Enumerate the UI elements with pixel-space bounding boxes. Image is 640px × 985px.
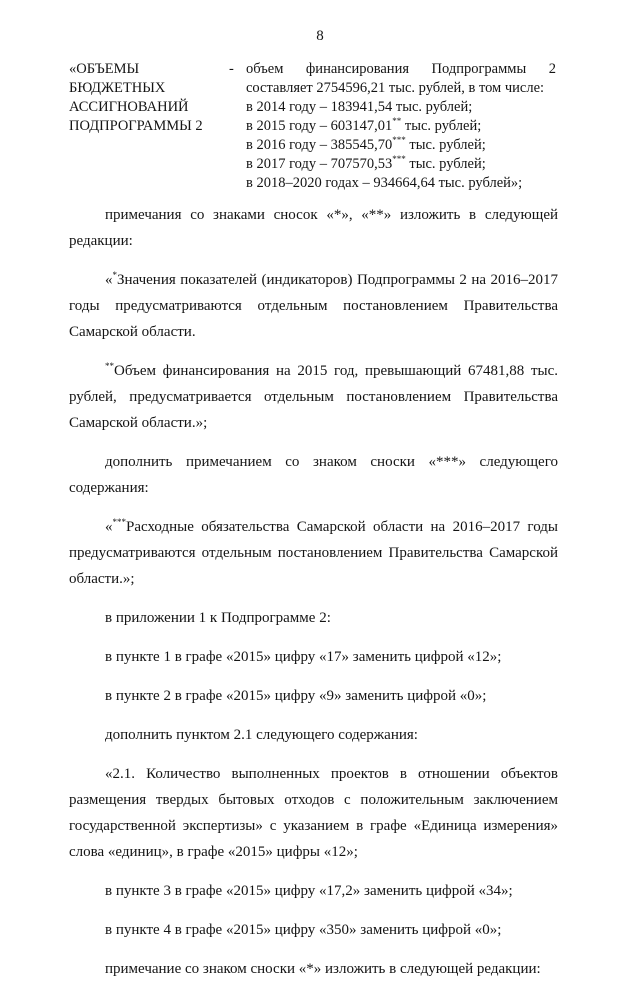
- paragraph-footnote: **Объем финансирования на 2015 год, превышающий 67481,88 тыс. рублей, предусматривается отдельным постановлением Правительства Самарской области.»;: [69, 361, 558, 431]
- paragraph-footnote: «*Значения показателей (индикаторов) Подпрограммы 2 на 2016–2017 годы предусматриваются отдельным постановлением Правительства Самарской области.: [69, 270, 558, 340]
- allocation-label: [69, 60, 239, 136]
- paragraph: в пункте 1 в графе «2015» цифру «17» заменить цифрой «12»;: [105, 649, 502, 665]
- paragraph: дополнить пунктом 2.1 следующего содержания:: [105, 727, 418, 743]
- paragraph: в пункте 3 в графе «2015» цифру «17,2» заменить цифрой «34»;: [105, 883, 513, 899]
- allocation-line: объем финансирования Подпрограммы 2: [246, 61, 556, 77]
- paragraph: примечание со знаком сноски «*» изложить в следующей редакции:: [105, 961, 541, 977]
- allocation-dash: -: [229, 61, 234, 77]
- paragraph: дополнить примечанием со знаком сноски «***» следующего содержания:: [69, 454, 558, 496]
- allocation-line: составляет 2754596,21 тыс. рублей, в том числе:: [246, 80, 545, 96]
- allocation-label-line: БЮДЖЕТНЫХ: [69, 80, 166, 96]
- paragraph-footnote: «***Расходные обязательства Самарской области на 2016–2017 годы предусматриваются отдельным постановлением Правительства Самарской области.»;: [69, 517, 558, 587]
- document-body: [69, 202, 558, 985]
- allocation-label-line: АССИГНОВАНИЙ: [69, 99, 189, 115]
- allocation-year-2016: в 2016 году – 385545,70*** тыс. рублей;: [246, 135, 486, 153]
- allocation-year-2018-2020: в 2018–2020 годах – 934664,64 тыс. рублей»;: [246, 175, 523, 191]
- page-number: 8: [316, 28, 324, 44]
- allocation-year-2014: в 2014 году – 183941,54 тыс. рублей;: [246, 99, 473, 115]
- allocation-label-line: ПОДПРОГРАММЫ 2: [69, 118, 203, 134]
- allocation-year-2017: в 2017 году – 707570,53*** тыс. рублей;: [246, 154, 486, 172]
- paragraph: в приложении 1 к Подпрограмме 2:: [105, 610, 331, 626]
- paragraph: в пункте 4 в графе «2015» цифру «350» заменить цифрой «0»;: [105, 922, 502, 938]
- paragraph: в пункте 2 в графе «2015» цифру «9» заменить цифрой «0»;: [105, 688, 487, 704]
- allocation-year-2015: в 2015 году – 603147,01** тыс. рублей;: [246, 116, 482, 134]
- allocation-values: [246, 60, 556, 193]
- paragraph: примечания со знаками сносок «*», «**» изложить в следующей редакции:: [69, 207, 558, 249]
- allocation-label-line: «ОБЪЕМЫ: [69, 61, 140, 77]
- paragraph: «2.1. Количество выполненных проектов в отношении объектов размещения твердых бытовых отходов с положительным заключением государственной экспертизы» с указанием в графе «Единица измерения» слова «единиц», в графе «2015» цифры «12»;: [69, 766, 558, 860]
